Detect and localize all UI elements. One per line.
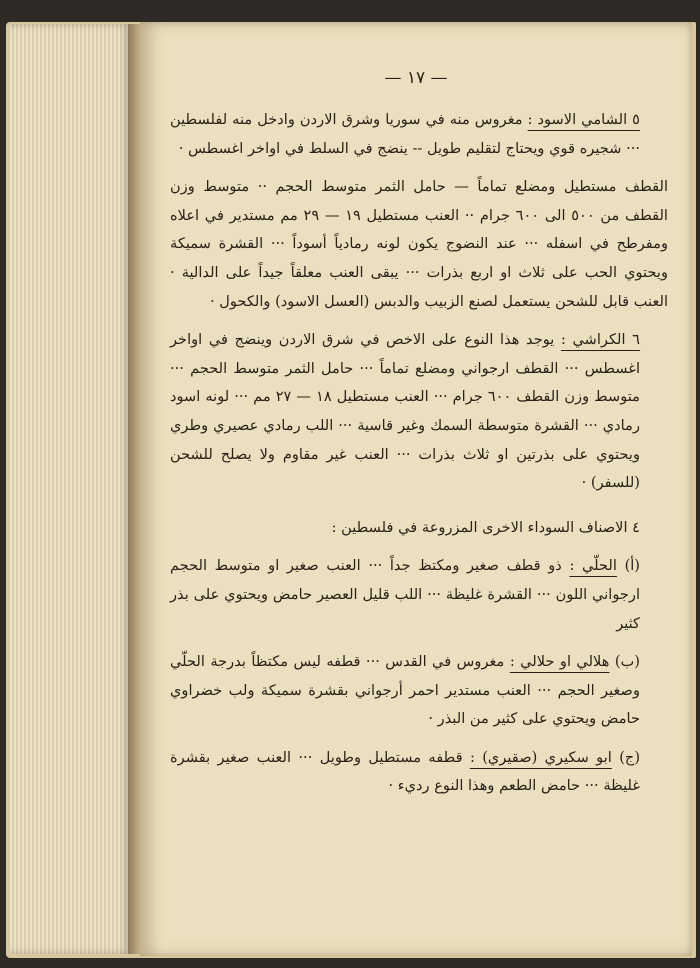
- paragraph-abu-sukairi: [170, 744, 668, 801]
- abu-sukairi-body: قطفه مستطيل وطويل ··· العنب صغير بقشرة غليظة ··· حامض الطعم وهذا النوع رديء ·: [170, 748, 640, 795]
- item-label-b: (ب): [614, 653, 641, 671]
- paragraph-hilali: [170, 648, 668, 734]
- variety-name-karashi: ٦ الكراشي :: [560, 331, 641, 349]
- paragraph-shami-description: القطف مستطيل ومضلع تماماً — حامل الثمر متوسط الحجم ·· متوسط وزن القطف من ٥٠٠ الى ٦٠٠ جرام ·· العنب مستطيل ١٩ — ٢٩ مم مستدير في اعلاه ومفرطح في اسفله ··· عند النضوج يكون لونه رمادياً أسوداً ··· القشرة سميكة ويحتوي الحب على ثلاث او اربع بذرات ··· يبقى العنب معلقاً جيداً على الدالية · العنب قابل للشحن يستعمل لصنع الزبيب والدبس (العسل الاسود) والكحول ·: [170, 178, 668, 310]
- shami-body: مغروس منه في سوريا وشرق الاردن وادخل منه لفلسطين ··· شجيره قوي ويحتاج لتقليم طويل -- ينضج في السلط في اواخر اغسطس ·: [170, 111, 640, 157]
- page-edges: [10, 24, 132, 954]
- karashi-body: يوجد هذا النوع على الاخص في شرق الاردن وينضج في اواخر اغسطس ··· القطف ارجواني ومضلع تماماً ··· حامل الثمر متوسط الحجم ··· متوسط وزن القطف ٦٠٠ جرام ··· العنب مستطيل ١٨ — ٢٧ مم ··· لونه اسود رمادي ··· القشرة متوسطة السمك وغير قاسية ··· اللب رمادي عصيري وطري ويحتوي على بذرتين او ثلاث بذرات ··· العنب غير مقاوم ولا يصلح للشحن (للسفر) ·: [170, 331, 640, 492]
- variety-name-hilli: الحلّي :: [569, 557, 617, 575]
- hilli-body: ذو قطف صغير ومكتظ جداً ··· العنب صغير او متوسط الحجم ارجواني اللون ··· القشرة غليظة ··· اللب قليل العصير حامض ويحتوي على بذر كثير: [170, 557, 640, 632]
- hilali-body: مغروس في القدس ··· قطفه ليس مكتظاً بدرجة الحلّي وصغير الحجم ··· العنب مستدير احمر أرجواني بقشرة سميكة ولب خضراوي حامض ويحتوي على كثير من البذر ·: [170, 653, 640, 728]
- book-page: [140, 22, 692, 956]
- paragraph-karashi: [170, 326, 668, 498]
- section-heading-black-varieties: ٤ الاصناف السوداء الاخرى المزروعة في فلسطين :: [331, 518, 640, 536]
- variety-name-shami: ٥ الشامي الاسود :: [527, 111, 640, 128]
- item-label-c: (ج): [619, 748, 641, 766]
- variety-name-abu-sukairi: ابو سكيري (صقيري) :: [469, 748, 612, 766]
- paragraph-shami: [170, 106, 668, 163]
- variety-name-hilali: هلالي او حلالي :: [509, 653, 610, 671]
- page-number: — ١٧ —: [384, 68, 448, 88]
- item-label-a: (أ): [624, 557, 641, 575]
- page-text: [170, 106, 668, 801]
- paragraph-hilli: [170, 552, 668, 638]
